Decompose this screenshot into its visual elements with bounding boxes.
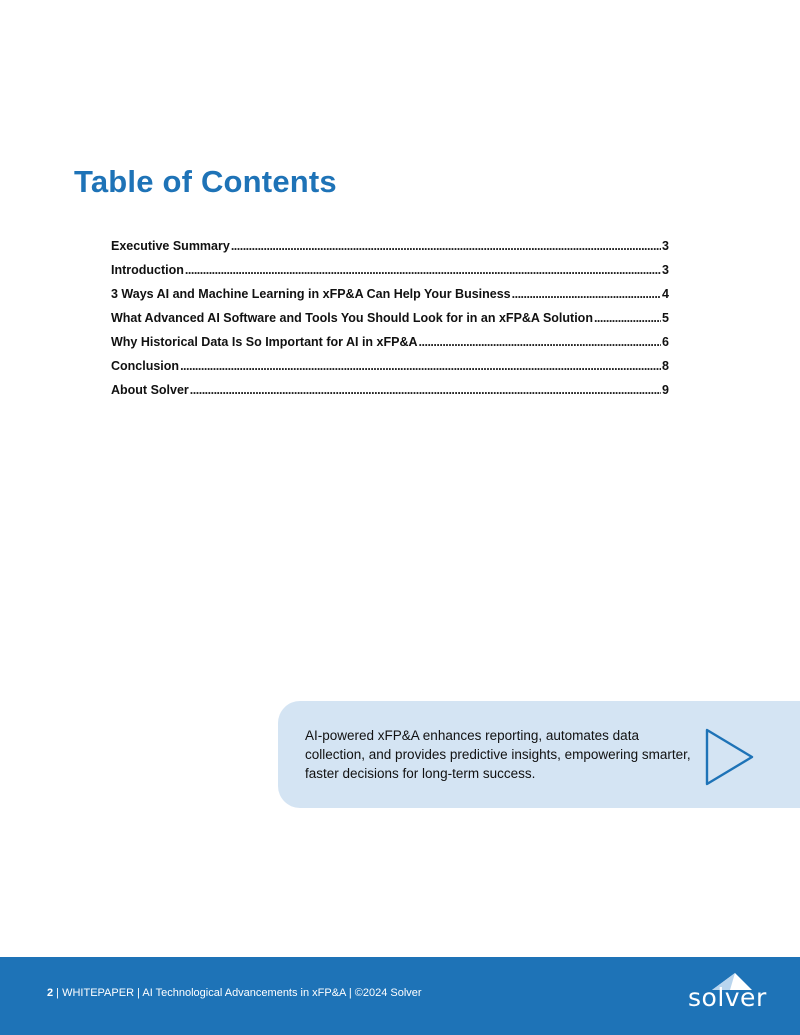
page-footer: [0, 957, 800, 1035]
play-arrow-icon[interactable]: [704, 727, 756, 787]
logo-wordmark: solver: [688, 983, 767, 1012]
callout-box: [278, 701, 800, 808]
toc-dot-leader: [594, 311, 661, 325]
toc-entry-advanced-ai-software[interactable]: [111, 311, 669, 335]
toc-dot-leader: [185, 263, 661, 277]
toc-dot-leader: [512, 287, 661, 301]
toc-entry-page: 3: [662, 239, 669, 253]
toc-dot-leader: [190, 383, 661, 397]
toc-entry-label: Executive Summary: [111, 239, 230, 253]
toc-entry-page: 8: [662, 359, 669, 373]
toc-entry-label: Why Historical Data Is So Important for AI in xFP&A: [111, 335, 418, 349]
toc-entry-page: 4: [662, 287, 669, 301]
table-of-contents: [111, 239, 669, 407]
toc-entry-label: What Advanced AI Software and Tools You Should Look for in an xFP&A Solution: [111, 311, 593, 325]
toc-entry-page: 6: [662, 335, 669, 349]
solver-logo: [688, 971, 767, 1023]
callout-text: AI-powered xFP&A enhances reporting, automates data collection, and provides predictive insights, empowering smarter, faster decisions for long-term success.: [305, 728, 691, 781]
toc-entry-introduction[interactable]: [111, 263, 669, 287]
toc-dot-leader: [231, 239, 661, 253]
toc-entry-page: 3: [662, 263, 669, 277]
toc-entry-label: About Solver: [111, 383, 189, 397]
toc-entry-about-solver[interactable]: [111, 383, 669, 407]
footer-page-number: 2: [47, 987, 54, 999]
toc-entry-label: 3 Ways AI and Machine Learning in xFP&A Can Help Your Business: [111, 287, 511, 301]
footer-text: [47, 987, 422, 999]
toc-entry-page: 5: [662, 311, 669, 325]
toc-entry-conclusion[interactable]: [111, 359, 669, 383]
toc-entry-page: 9: [662, 383, 669, 397]
toc-entry-executive-summary[interactable]: [111, 239, 669, 263]
toc-dot-leader: [180, 359, 661, 373]
toc-entry-label: Introduction: [111, 263, 184, 277]
footer-caption: | WHITEPAPER | AI Technological Advancements in xFP&A | ©2024 Solver: [53, 987, 422, 999]
toc-entry-label: Conclusion: [111, 359, 180, 373]
toc-entry-historical-data[interactable]: [111, 335, 669, 359]
toc-dot-leader: [419, 335, 662, 349]
toc-entry-three-ways[interactable]: [111, 287, 669, 311]
page-title: Table of Contents: [74, 164, 337, 199]
